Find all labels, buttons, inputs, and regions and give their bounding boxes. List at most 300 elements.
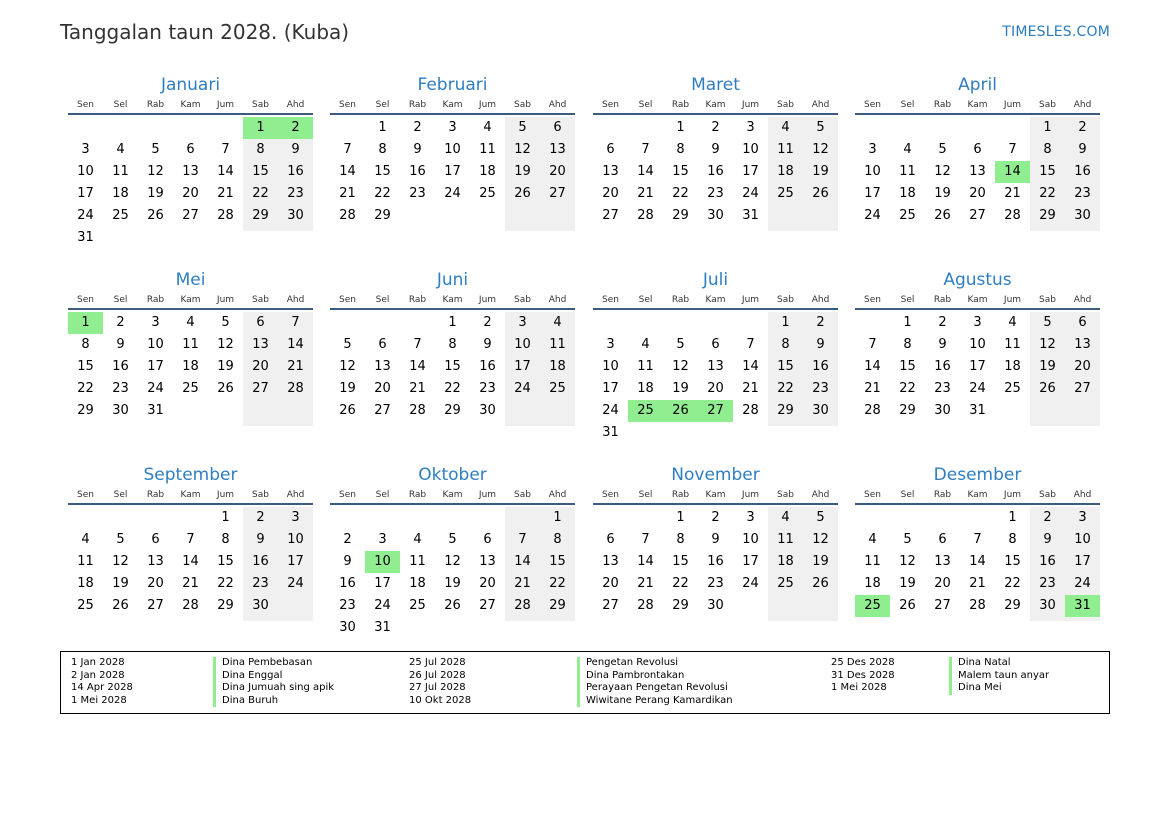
day-cell: 1	[676, 510, 685, 525]
weekday-label: Ahd	[811, 490, 830, 500]
legend-holiday-name: Wiwitane Perang Kamardikan	[577, 695, 733, 708]
legend-date: 1 Mei 2028	[71, 694, 127, 706]
day-cell: 4	[903, 142, 912, 157]
day-cell: 28	[182, 598, 199, 613]
day-cell: 8	[553, 532, 562, 547]
day-cell: 17	[864, 186, 881, 201]
day-cell: 25	[112, 208, 129, 223]
day-cell: 18	[637, 381, 654, 396]
day-cell: 12	[934, 164, 951, 179]
day-cell: 5	[448, 532, 457, 547]
day-cell: 29	[1004, 598, 1021, 613]
weekday-label: Sel	[900, 490, 915, 500]
weekday-label: Rab	[933, 295, 952, 305]
day-cell: 16	[707, 554, 724, 569]
day-cell: 27	[1074, 381, 1091, 396]
weekday-label: Kam	[705, 295, 726, 305]
weekday-label: Sen	[864, 100, 881, 110]
legend-date: 27 Jul 2028	[409, 682, 466, 693]
day-cell: 3	[448, 120, 457, 135]
day-cell: 23	[252, 576, 269, 591]
weekday-label: Kam	[442, 100, 463, 110]
day-cell: 5	[816, 510, 825, 525]
day-cell: 8	[448, 337, 457, 352]
weekday-label: Sab	[514, 100, 531, 110]
month-oktober	[330, 465, 575, 655]
day-cell: 28	[1004, 208, 1021, 223]
weekday-label: Sen	[864, 490, 881, 500]
day-cell: 18	[112, 186, 129, 201]
day-cell: 10	[602, 359, 619, 374]
day-cell: 20	[602, 186, 619, 201]
day-cell: 7	[641, 532, 650, 547]
day-cell: 26	[1039, 381, 1056, 396]
weekday-label: Sen	[602, 295, 619, 305]
day-cell: 22	[549, 576, 566, 591]
weekday-label: Kam	[442, 490, 463, 500]
weekday-label: Sel	[113, 295, 128, 305]
month-desember	[855, 465, 1100, 655]
weekday-label: Jum	[1003, 490, 1022, 500]
day-cell: 13	[602, 554, 619, 569]
day-cell: 19	[514, 164, 531, 179]
day-cell: 20	[147, 576, 164, 591]
month-title: Agustus	[943, 270, 1012, 290]
day-cell: 21	[637, 576, 654, 591]
day-cell: 20	[934, 576, 951, 591]
month-title: April	[958, 75, 997, 95]
day-cell: 7	[413, 337, 422, 352]
day-cell: 17	[1074, 554, 1091, 569]
day-cell: 18	[549, 359, 566, 374]
day-cell: 25	[77, 598, 94, 613]
day-cell: 8	[221, 532, 230, 547]
day-cell: 30	[112, 403, 129, 418]
day-cell: 24	[969, 381, 986, 396]
day-cell: 12	[812, 532, 829, 547]
month-title: Februari	[417, 75, 488, 95]
day-cell: 21	[742, 381, 759, 396]
day-cell: 19	[812, 164, 829, 179]
day-cell: 7	[221, 142, 230, 157]
day-cell: 24	[287, 576, 304, 591]
day-cell: 11	[1004, 337, 1021, 352]
day-cell: 4	[641, 337, 650, 352]
day-cell: 16	[1039, 554, 1056, 569]
day-cell: 23	[479, 381, 496, 396]
day-cell: 15	[549, 554, 566, 569]
day-cell: 13	[147, 554, 164, 569]
day-cell: 31	[374, 620, 391, 635]
day-cell: 2	[711, 120, 720, 135]
day-cell: 30	[339, 620, 356, 635]
day-cell: 4	[483, 120, 492, 135]
day-cell: 11	[864, 554, 881, 569]
weekday-label: Kam	[442, 295, 463, 305]
day-cell: 2	[816, 315, 825, 330]
day-cell: 8	[1043, 142, 1052, 157]
day-cell: 23	[707, 576, 724, 591]
day-cell: 29	[1039, 208, 1056, 223]
day-cell: 9	[711, 532, 720, 547]
day-cell: 17	[742, 554, 759, 569]
holiday-day-cell: 31	[1065, 595, 1100, 617]
day-cell: 13	[1074, 337, 1091, 352]
weekday-label: Rab	[671, 100, 690, 110]
legend-date: 10 Okt 2028	[409, 694, 472, 706]
month-title: Januari	[160, 75, 221, 95]
day-cell: 16	[934, 359, 951, 374]
day-cell: 28	[742, 403, 759, 418]
day-cell: 24	[742, 186, 759, 201]
weekday-label: Rab	[933, 100, 952, 110]
day-cell: 14	[514, 554, 531, 569]
day-cell: 14	[969, 554, 986, 569]
weekday-label: Sel	[638, 100, 653, 110]
day-cell: 19	[899, 576, 916, 591]
month-november	[593, 465, 838, 655]
day-cell: 8	[1008, 532, 1017, 547]
day-cell: 16	[339, 576, 356, 591]
legend-date: 31 Des 2028	[831, 669, 895, 681]
day-cell: 26	[812, 576, 829, 591]
day-cell: 18	[1004, 359, 1021, 374]
day-cell: 25	[479, 186, 496, 201]
day-cell: 23	[707, 186, 724, 201]
day-cell: 1	[448, 315, 457, 330]
header-rule	[68, 113, 313, 115]
day-cell: 9	[256, 532, 265, 547]
weekday-label: Kam	[705, 490, 726, 500]
weekday-label: Jum	[478, 490, 497, 500]
day-cell: 10	[444, 142, 461, 157]
legend-date: 1 Mei 2028	[831, 682, 887, 693]
day-cell: 15	[374, 164, 391, 179]
day-cell: 2	[256, 510, 265, 525]
day-cell: 28	[339, 208, 356, 223]
day-cell: 8	[81, 337, 90, 352]
legend-holiday-name: Dina Pambrontakan	[577, 670, 684, 683]
day-cell: 4	[781, 120, 790, 135]
day-cell: 24	[514, 381, 531, 396]
day-cell: 1	[676, 120, 685, 135]
day-cell: 23	[287, 186, 304, 201]
day-cell: 6	[256, 315, 265, 330]
header-rule	[330, 308, 575, 310]
weekday-label: Rab	[671, 295, 690, 305]
month-title: September	[143, 465, 238, 485]
day-cell: 29	[549, 598, 566, 613]
day-cell: 1	[378, 120, 387, 135]
day-cell: 27	[969, 208, 986, 223]
day-cell: 23	[934, 381, 951, 396]
day-cell: 11	[409, 554, 426, 569]
day-cell: 29	[252, 208, 269, 223]
weekday-label: Kam	[180, 295, 201, 305]
day-cell: 26	[444, 598, 461, 613]
weekday-label: Sel	[113, 490, 128, 500]
day-cell: 27	[934, 598, 951, 613]
weekday-label: Sel	[900, 295, 915, 305]
day-cell: 25	[1004, 381, 1021, 396]
month-september	[68, 465, 313, 655]
day-cell: 3	[378, 532, 387, 547]
day-cell: 3	[291, 510, 300, 525]
day-cell: 22	[217, 576, 234, 591]
day-cell: 5	[116, 532, 125, 547]
day-cell: 23	[1039, 576, 1056, 591]
header-rule	[855, 113, 1100, 115]
legend-holiday-name: Dina Mei	[949, 682, 1002, 695]
day-cell: 1	[903, 315, 912, 330]
month-juni	[330, 270, 575, 460]
day-cell: 22	[899, 381, 916, 396]
day-cell: 25	[777, 576, 794, 591]
day-cell: 12	[112, 554, 129, 569]
day-cell: 15	[444, 359, 461, 374]
day-cell: 18	[777, 164, 794, 179]
day-cell: 27	[479, 598, 496, 613]
day-cell: 23	[1074, 186, 1091, 201]
legend-holiday-name: Dina Natal	[949, 657, 1011, 670]
day-cell: 7	[518, 532, 527, 547]
day-cell: 9	[343, 554, 352, 569]
day-cell: 5	[518, 120, 527, 135]
day-cell: 27	[602, 208, 619, 223]
brand-link[interactable]: TIMESLES.COM	[1002, 24, 1110, 40]
legend-date: 14 Apr 2028	[71, 682, 133, 693]
header-rule	[68, 308, 313, 310]
weekday-label: Rab	[146, 100, 165, 110]
day-cell: 3	[973, 315, 982, 330]
day-cell: 15	[672, 554, 689, 569]
day-cell: 19	[672, 381, 689, 396]
month-februari	[330, 75, 575, 265]
day-cell: 21	[864, 381, 881, 396]
legend-holiday-name: Malem taun anyar	[949, 670, 1049, 683]
weekday-label: Ahd	[548, 295, 567, 305]
day-cell: 20	[969, 186, 986, 201]
day-cell: 5	[903, 532, 912, 547]
header-rule	[68, 503, 313, 505]
day-cell: 20	[549, 164, 566, 179]
day-cell: 14	[182, 554, 199, 569]
month-januari	[68, 75, 313, 265]
weekday-label: Jum	[478, 100, 497, 110]
day-cell: 22	[672, 576, 689, 591]
day-cell: 6	[938, 532, 947, 547]
weekday-label: Sel	[638, 490, 653, 500]
day-cell: 20	[252, 359, 269, 374]
day-cell: 11	[479, 142, 496, 157]
legend-date: 1 Jan 2028	[71, 657, 125, 668]
weekday-label: Sen	[339, 100, 356, 110]
day-cell: 12	[1039, 337, 1056, 352]
weekday-label: Ahd	[286, 490, 305, 500]
day-cell: 28	[514, 598, 531, 613]
day-cell: 9	[816, 337, 825, 352]
header-rule	[330, 503, 575, 505]
weekday-label: Jum	[1003, 100, 1022, 110]
day-cell: 4	[186, 315, 195, 330]
day-cell: 16	[252, 554, 269, 569]
day-cell: 7	[343, 142, 352, 157]
weekday-label: Sab	[252, 100, 269, 110]
day-cell: 15	[672, 164, 689, 179]
day-cell: 19	[934, 186, 951, 201]
day-cell: 31	[969, 403, 986, 418]
weekday-label: Sab	[777, 100, 794, 110]
day-cell: 14	[217, 164, 234, 179]
day-cell: 2	[343, 532, 352, 547]
day-cell: 1	[553, 510, 562, 525]
day-cell: 20	[1074, 359, 1091, 374]
day-cell: 17	[444, 164, 461, 179]
day-cell: 30	[479, 403, 496, 418]
day-cell: 21	[514, 576, 531, 591]
day-cell: 9	[291, 142, 300, 157]
weekday-label: Ahd	[548, 100, 567, 110]
day-cell: 14	[637, 554, 654, 569]
day-cell: 10	[514, 337, 531, 352]
header-rule	[593, 308, 838, 310]
day-cell: 24	[147, 381, 164, 396]
day-cell: 25	[777, 186, 794, 201]
day-cell: 30	[934, 403, 951, 418]
day-cell: 29	[899, 403, 916, 418]
day-cell: 21	[637, 186, 654, 201]
day-cell: 2	[938, 315, 947, 330]
day-cell: 4	[116, 142, 125, 157]
weekday-label: Sen	[77, 295, 94, 305]
weekday-label: Sab	[514, 295, 531, 305]
holiday-day-cell: 10	[365, 551, 400, 573]
month-juli	[593, 270, 838, 460]
day-cell: 3	[81, 142, 90, 157]
day-cell: 29	[444, 403, 461, 418]
day-cell: 12	[339, 359, 356, 374]
day-cell: 5	[151, 142, 160, 157]
day-cell: 5	[676, 337, 685, 352]
weekday-label: Rab	[671, 490, 690, 500]
weekday-label: Jum	[741, 490, 760, 500]
day-cell: 13	[602, 164, 619, 179]
day-cell: 26	[217, 381, 234, 396]
day-cell: 9	[1078, 142, 1087, 157]
weekday-label: Sab	[777, 295, 794, 305]
day-cell: 25	[549, 381, 566, 396]
day-cell: 8	[903, 337, 912, 352]
day-cell: 6	[711, 337, 720, 352]
day-cell: 9	[413, 142, 422, 157]
day-cell: 19	[217, 359, 234, 374]
day-cell: 10	[969, 337, 986, 352]
day-cell: 21	[339, 186, 356, 201]
day-cell: 26	[934, 208, 951, 223]
day-cell: 6	[973, 142, 982, 157]
weekday-label: Sab	[1039, 295, 1056, 305]
day-cell: 28	[409, 403, 426, 418]
day-cell: 6	[151, 532, 160, 547]
weekday-label: Sen	[602, 490, 619, 500]
day-cell: 30	[707, 208, 724, 223]
day-cell: 26	[339, 403, 356, 418]
day-cell: 31	[77, 230, 94, 245]
day-cell: 2	[116, 315, 125, 330]
day-cell: 12	[444, 554, 461, 569]
day-cell: 27	[182, 208, 199, 223]
day-cell: 14	[864, 359, 881, 374]
holiday-day-cell: 25	[855, 595, 890, 617]
day-cell: 7	[291, 315, 300, 330]
day-cell: 10	[1074, 532, 1091, 547]
weekday-label: Kam	[967, 100, 988, 110]
day-cell: 17	[374, 576, 391, 591]
day-cell: 15	[777, 359, 794, 374]
day-cell: 2	[1043, 510, 1052, 525]
legend-date: 25 Des 2028	[831, 657, 895, 668]
day-cell: 7	[1008, 142, 1017, 157]
day-cell: 10	[742, 532, 759, 547]
day-cell: 5	[938, 142, 947, 157]
day-cell: 18	[77, 576, 94, 591]
day-cell: 30	[1074, 208, 1091, 223]
day-cell: 2	[711, 510, 720, 525]
weekday-label: Rab	[146, 295, 165, 305]
weekday-label: Sab	[1039, 100, 1056, 110]
day-cell: 19	[812, 554, 829, 569]
month-title: Mei	[175, 270, 206, 290]
day-cell: 16	[112, 359, 129, 374]
day-cell: 6	[483, 532, 492, 547]
day-cell: 13	[969, 164, 986, 179]
day-cell: 18	[899, 186, 916, 201]
weekday-label: Rab	[933, 490, 952, 500]
day-cell: 16	[409, 164, 426, 179]
day-cell: 11	[77, 554, 94, 569]
holiday-day-cell: 1	[68, 312, 103, 334]
day-cell: 4	[553, 315, 562, 330]
day-cell: 4	[1008, 315, 1017, 330]
day-cell: 6	[606, 532, 615, 547]
day-cell: 7	[186, 532, 195, 547]
day-cell: 9	[483, 337, 492, 352]
legend-date: 2 Jan 2028	[71, 669, 125, 681]
month-title: Oktober	[418, 465, 487, 485]
page-title: Tanggalan taun 2028. (Kuba)	[60, 20, 350, 44]
day-cell: 1	[1043, 120, 1052, 135]
weekday-label: Sen	[339, 490, 356, 500]
day-cell: 30	[812, 403, 829, 418]
header-rule	[593, 113, 838, 115]
month-maret	[593, 75, 838, 265]
day-cell: 5	[221, 315, 230, 330]
day-cell: 10	[77, 164, 94, 179]
day-cell: 1	[781, 315, 790, 330]
legend-holiday-name: Pengetan Revolusi	[577, 657, 678, 670]
day-cell: 22	[1004, 576, 1021, 591]
day-cell: 22	[1039, 186, 1056, 201]
day-cell: 13	[479, 554, 496, 569]
day-cell: 14	[287, 337, 304, 352]
day-cell: 22	[444, 381, 461, 396]
weekday-label: Ahd	[1073, 295, 1092, 305]
day-cell: 24	[374, 598, 391, 613]
day-cell: 21	[409, 381, 426, 396]
weekday-label: Jum	[216, 295, 235, 305]
day-cell: 21	[969, 576, 986, 591]
day-cell: 22	[77, 381, 94, 396]
